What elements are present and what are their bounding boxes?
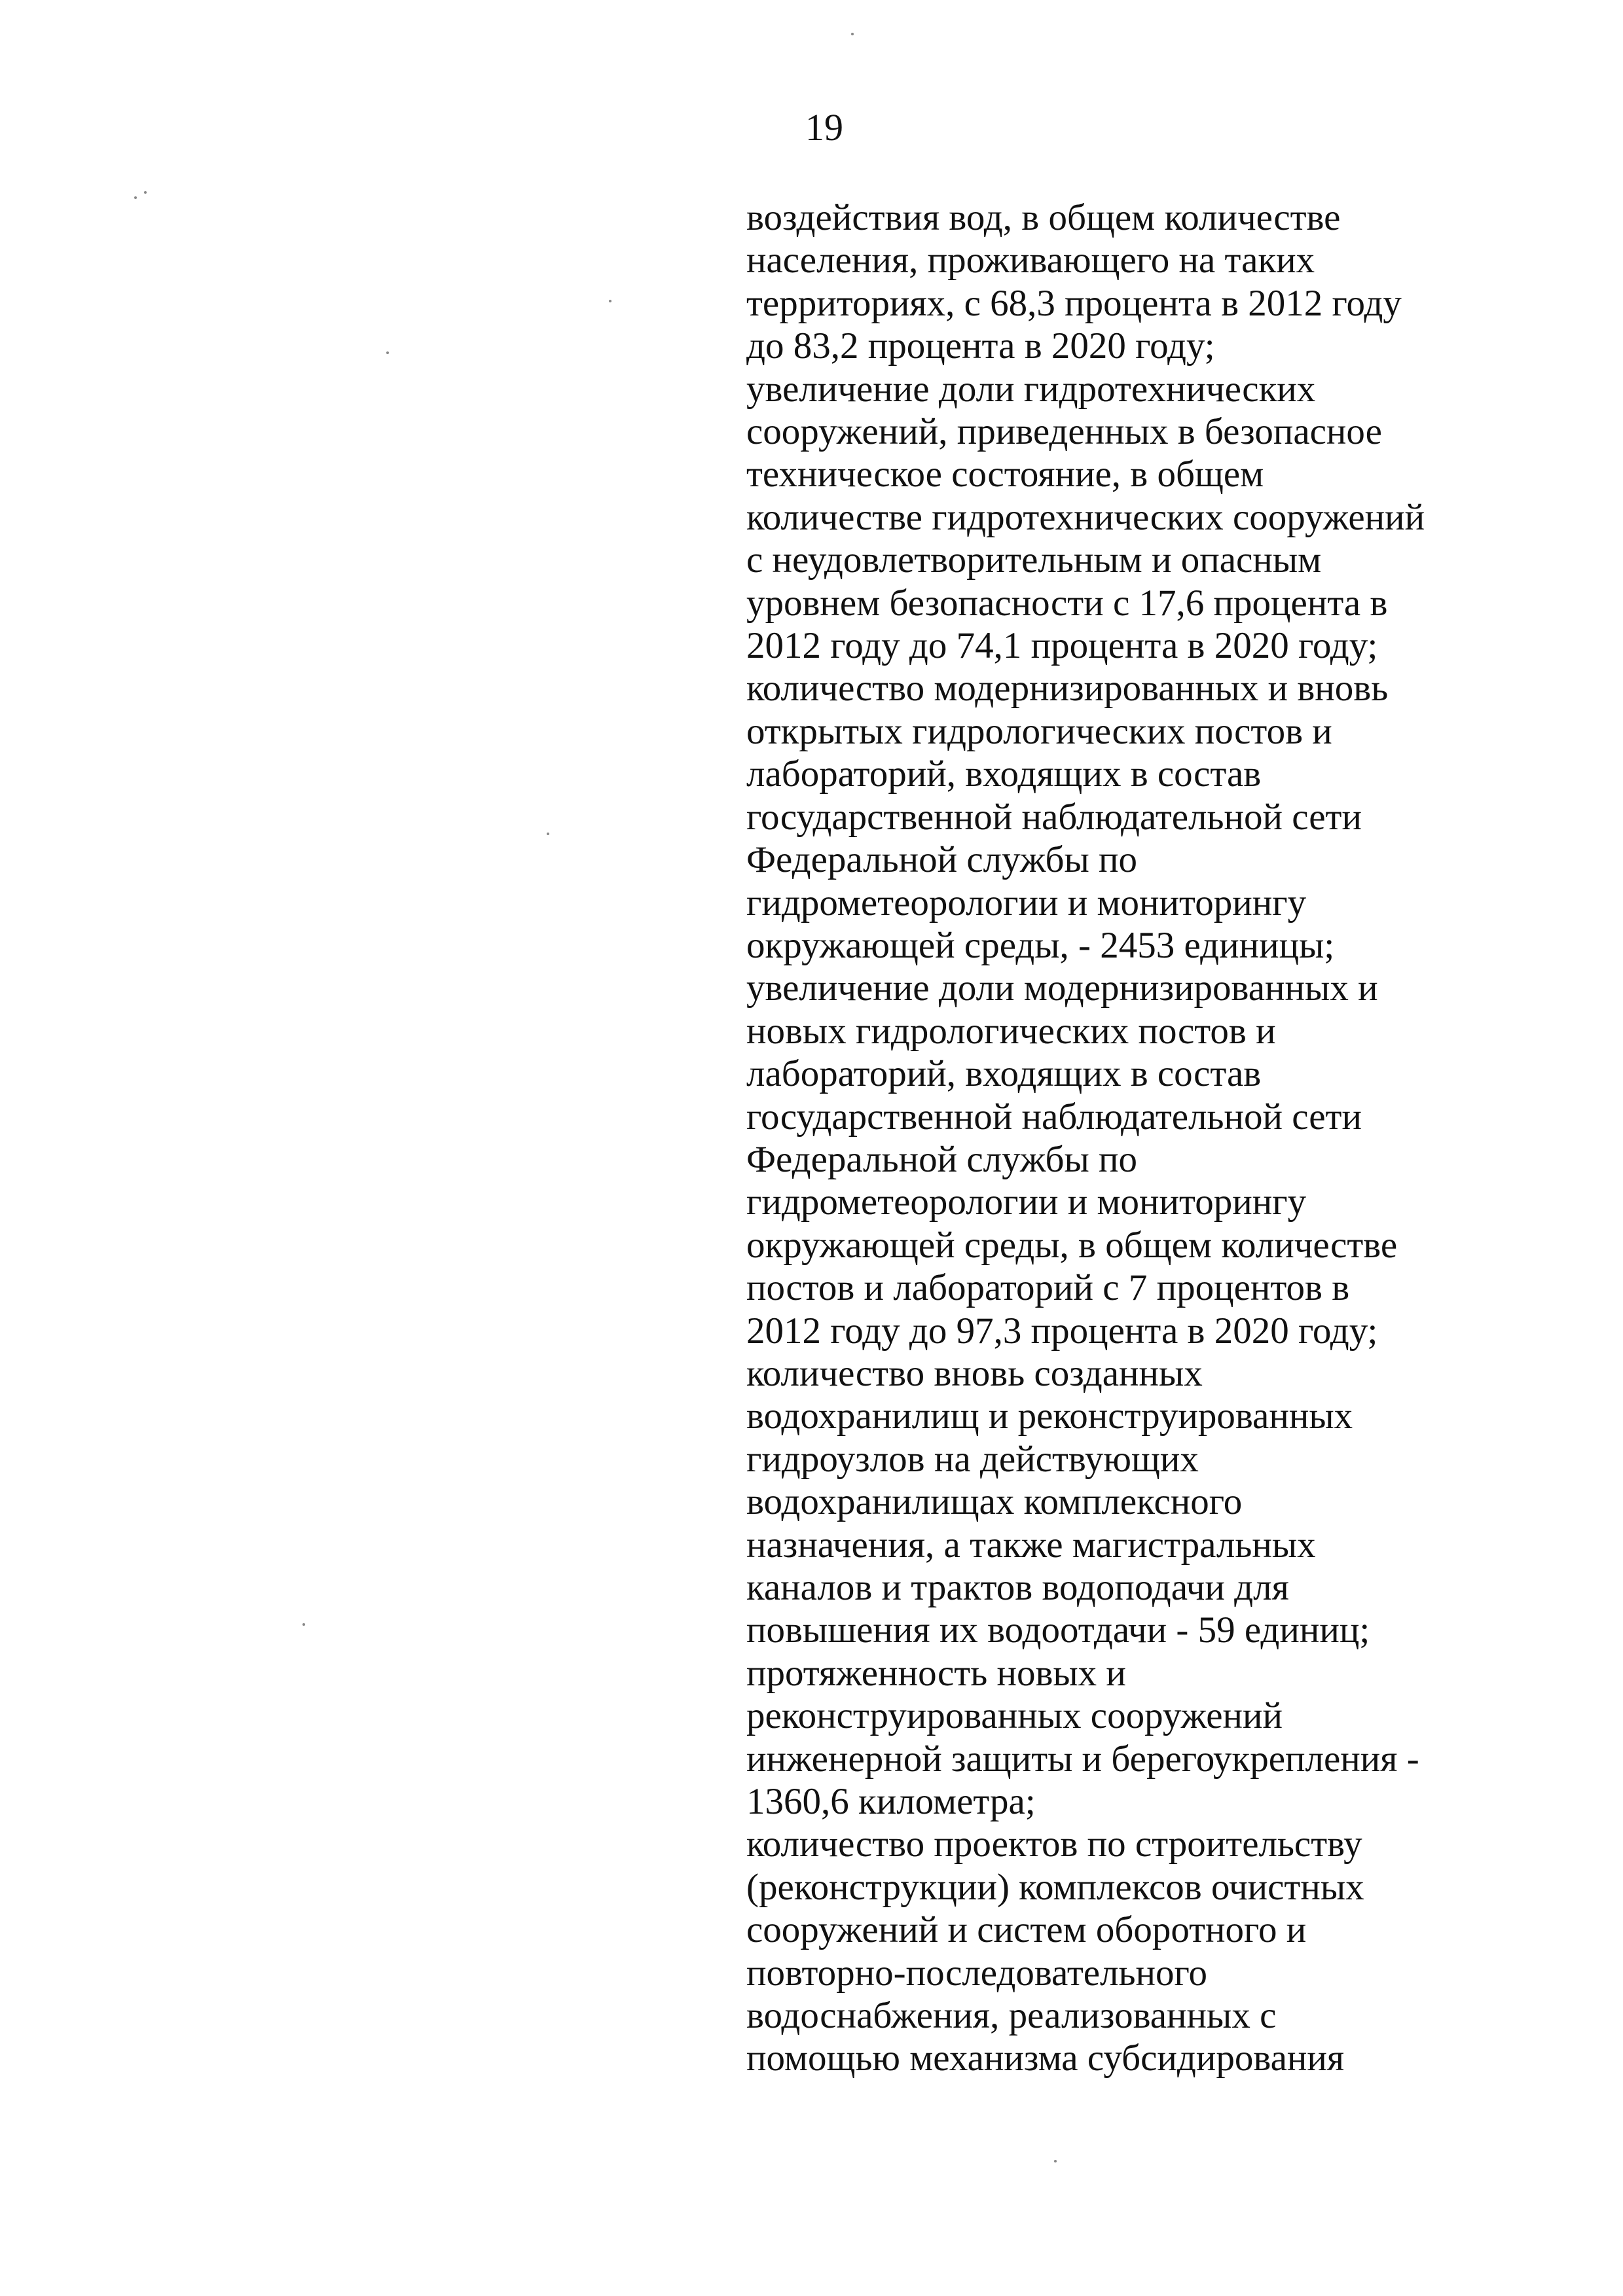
text-line: гидроузлов на действующих <box>746 1438 1199 1480</box>
text-line: количество модернизированных и вновь <box>746 668 1389 709</box>
scan-speck <box>134 196 137 199</box>
text-line: помощью механизма субсидирования <box>746 2037 1345 2079</box>
text-line: количество проектов по строительству <box>746 1823 1362 1865</box>
text-line: открытых гидрологических постов и <box>746 710 1332 752</box>
text-line: с неудовлетворительным и опасным <box>746 539 1322 581</box>
text-line: до 83,2 процента в 2020 году; <box>746 325 1215 367</box>
text-line: воздействия вод, в общем количестве <box>746 197 1341 238</box>
text-line: лабораторий, входящих в состав <box>746 1053 1262 1095</box>
text-line: повторно-последовательного <box>746 1952 1207 1994</box>
text-line: сооружений, приведенных в безопасное <box>746 411 1382 453</box>
body-text <box>746 196 1558 2080</box>
text-line: окружающей среды, - 2453 единицы; <box>746 924 1335 966</box>
text-line: количестве гидротехнических сооружений <box>746 496 1425 538</box>
text-line: Федеральной службы по <box>746 839 1138 881</box>
text-line: лабораторий, входящих в состав <box>746 753 1262 795</box>
text-line: инженерной защиты и берегоукрепления - <box>746 1738 1419 1780</box>
text-line: количество вновь созданных <box>746 1352 1203 1394</box>
text-line: гидрометеорологии и мониторингу <box>746 882 1307 924</box>
text-line: (реконструкции) комплексов очистных <box>746 1866 1364 1908</box>
text-line: водоснабжения, реализованных с <box>746 1995 1277 2037</box>
text-line: техническое состояние, в общем <box>746 454 1264 495</box>
text-line: постов и лабораторий с 7 процентов в <box>746 1267 1350 1309</box>
scan-speck <box>609 300 611 302</box>
text-line: 2012 году до 74,1 процента в 2020 году; <box>746 625 1378 667</box>
page-number: 19 <box>805 106 843 149</box>
text-line: государственной наблюдательной сети <box>746 1096 1362 1138</box>
text-line: территориях, с 68,3 процента в 2012 году <box>746 282 1402 324</box>
text-line: водохранилищ и реконструированных <box>746 1395 1353 1437</box>
text-line: реконструированных сооружений <box>746 1695 1283 1737</box>
text-line: Федеральной службы по <box>746 1138 1138 1180</box>
text-line: 2012 году до 97,3 процента в 2020 году; <box>746 1310 1378 1352</box>
text-line: 1360,6 километра; <box>746 1781 1036 1823</box>
text-line: увеличение доли гидротехнических <box>746 368 1316 410</box>
text-line: сооружений и систем оборотного и <box>746 1909 1307 1951</box>
scan-speck <box>851 33 854 35</box>
text-line: каналов и трактов водоподачи для <box>746 1567 1289 1608</box>
scan-speck <box>1054 2160 1057 2162</box>
text-line: повышения их водоотдачи - 59 единиц; <box>746 1609 1370 1651</box>
text-line: уровнем безопасности с 17,6 процента в <box>746 582 1388 624</box>
text-line: протяженность новых и <box>746 1652 1126 1694</box>
text-line: окружающей среды, в общем количестве <box>746 1224 1398 1266</box>
text-line: увеличение доли модернизированных и <box>746 967 1378 1009</box>
text-line: новых гидрологических постов и <box>746 1010 1276 1052</box>
scan-speck <box>144 191 147 194</box>
text-line: назначения, а также магистральных <box>746 1524 1316 1566</box>
scan-speck <box>547 833 549 835</box>
text-line: водохранилищах комплексного <box>746 1481 1243 1523</box>
text-line: населения, проживающего на таких <box>746 240 1315 281</box>
text-line: государственной наблюдательной сети <box>746 796 1362 838</box>
scan-speck <box>302 1623 305 1626</box>
text-line: гидрометеорологии и мониторингу <box>746 1181 1307 1223</box>
scan-speck <box>386 351 389 354</box>
